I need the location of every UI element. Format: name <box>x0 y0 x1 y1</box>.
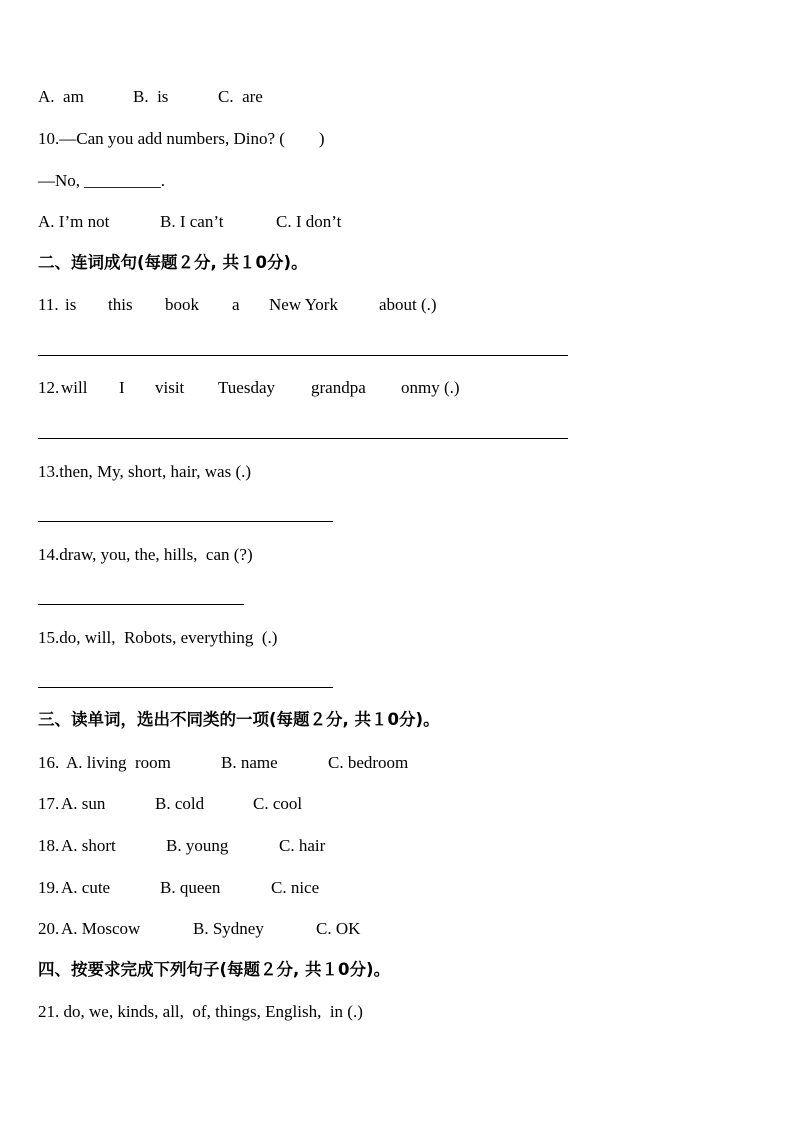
q16-option-b: B. name <box>221 753 278 772</box>
q21-question: 21. do, we, kinds, all, of, things, English, in (.) <box>38 1002 363 1021</box>
q12-word: grandpa <box>311 378 366 397</box>
q11-answer-line[interactable] <box>38 355 568 356</box>
q16-number: 16. <box>38 753 60 772</box>
q14-question: 14.draw, you, the, hills, can (?) <box>38 545 253 564</box>
q10-option-b: B. I can’t <box>160 212 224 231</box>
q16-option-c: C. bedroom <box>328 753 409 772</box>
q20-number: 20. <box>38 919 60 938</box>
q19-number: 19. <box>38 878 60 897</box>
q18-option-c: C. hair <box>279 836 326 855</box>
q18-option-b: B. young <box>166 836 229 855</box>
q12-word: I <box>119 378 125 397</box>
section-4-heading: 四、按要求完成下列句子(每题２分, 共１0分)。 <box>38 960 391 979</box>
q14-answer-line[interactable] <box>38 604 244 605</box>
q9-option-a: A. am <box>38 87 84 106</box>
q15-question: 15.do, will, Robots, everything (.) <box>38 628 278 647</box>
q11-word: a <box>232 295 240 314</box>
q17-option-b: B. cold <box>155 794 205 813</box>
q19-option-a: A. cute <box>61 878 111 897</box>
section-2-heading: 二、连词成句(每题２分, 共１0分)。 <box>38 253 308 272</box>
q12-word: Tuesday <box>218 378 275 397</box>
q10-question: 10.—Can you add numbers, Dino? ( ) <box>38 129 325 148</box>
q20-option-b: B. Sydney <box>193 919 264 938</box>
section-3-heading: 三、读单词，选出不同类的一项(每题２分, 共１0分)。 <box>38 710 440 729</box>
q20-option-a: A. Moscow <box>61 919 141 938</box>
q11-word: this <box>108 295 133 314</box>
q19-option-c: C. nice <box>271 878 320 897</box>
q15-answer-line[interactable] <box>38 687 333 688</box>
q12-word: onmy (.) <box>401 378 460 397</box>
q16-option-a: A. living room <box>66 753 171 772</box>
q17-number: 17. <box>38 794 60 813</box>
q17-option-a: A. sun <box>61 794 106 813</box>
q11-word: is <box>65 295 77 314</box>
q12-word: visit <box>155 378 185 397</box>
q20-option-c: C. OK <box>316 919 361 938</box>
q13-answer-line[interactable] <box>38 521 333 522</box>
q11-number: 11. <box>38 295 59 314</box>
q9-option-b: B. is <box>133 87 169 106</box>
q10-option-a: A. I’m not <box>38 212 110 231</box>
q12-answer-line[interactable] <box>38 438 568 439</box>
q11-word: about (.) <box>379 295 437 314</box>
q19-option-b: B. queen <box>160 878 221 897</box>
q11-word: New York <box>269 295 338 314</box>
q9-option-c: C. are <box>218 87 263 106</box>
q12-word: will <box>61 378 88 397</box>
q13-question: 13.then, My, short, hair, was (.) <box>38 462 252 481</box>
q10-answer-prompt: —No, _________. <box>38 171 166 190</box>
q18-option-a: A. short <box>61 836 116 855</box>
q17-option-c: C. cool <box>253 794 303 813</box>
q11-word: book <box>165 295 199 314</box>
q18-number: 18. <box>38 836 60 855</box>
q12-number: 12. <box>38 378 60 397</box>
q10-option-c: C. I don’t <box>276 212 342 231</box>
